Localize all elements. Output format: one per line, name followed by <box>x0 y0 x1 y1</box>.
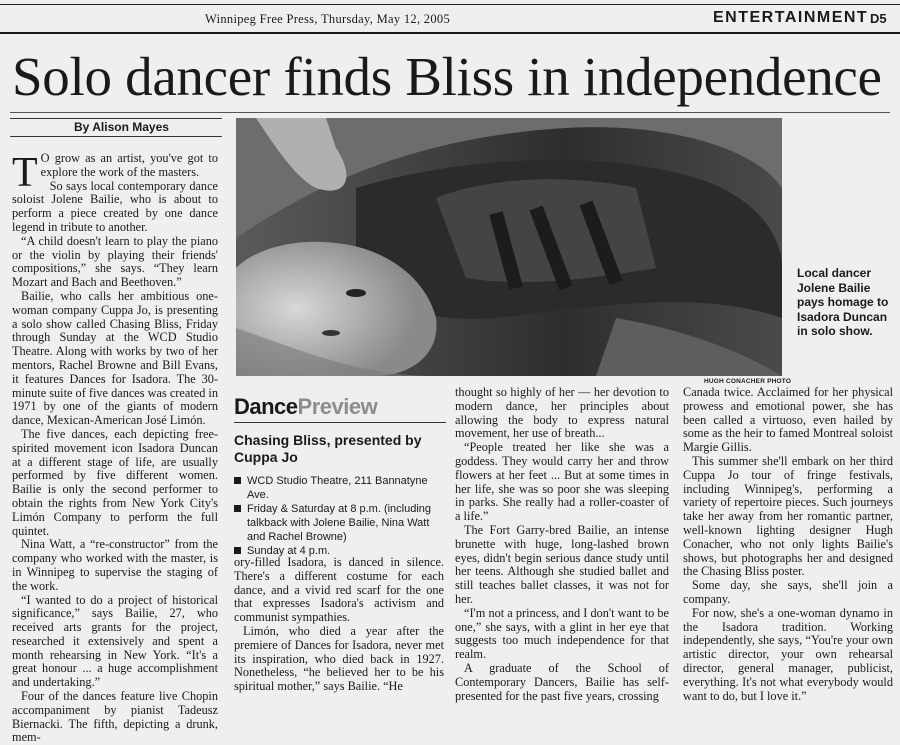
byline-rule-bottom <box>10 136 222 137</box>
paragraph: Bailie, who calls her ambitious one-woman company Cuppa Jo, is presenting a solo show called Chasing Bliss, Friday through Sunday at the WCD Studio Theatre. Along with works by two of her mentors, Rachel Browne and Bill Evans, it features Dances for Isadora. The 30-minute suite of five dances was created in 1971 by one of the giants of modern dance, Mexican-American José Limón. <box>12 288 218 428</box>
paragraph: The five dances, each depicting free-spirited movement icon Isadora Duncan at a different stage of life, are usually performed by five different women. Bailie is only the second performer to obtain the rights from New York City's Limón Company to perform the full quintet. <box>12 426 218 538</box>
paragraph: “I'm not a princess, and I don't want to be one,” she says, with a glint in her eye that suggests too much independence for that realm. <box>455 605 669 662</box>
paragraph: The Fort Garry-bred Bailie, an intense brunette with huge, long-lashed brown eyes, didn't begin serious dance study until her teens. Although she studied ballet and still teaches ballet classes, it was not for her. <box>455 522 669 606</box>
article-column-3 <box>455 386 669 703</box>
header-rule <box>0 32 900 34</box>
preview-detail-venue: WCD Studio Theatre, 211 Bannatyne Ave. <box>234 474 446 502</box>
preview-title <box>234 394 377 420</box>
paragraph: A graduate of the School of Contemporary Dancers, Bailie has self-presented for the past five years, crossing <box>455 660 669 703</box>
paragraph: This summer she'll embark on her third Cuppa Jo tour of fringe festivals, including Winnipeg's, performing a variety of repertoire pieces. Such journeys take her away from her romantic partner, well-known lighting designer Hugh Conacher, who not only lights Bailie's shows, but photographs her and designed the Chasing Bliss poster. <box>683 453 893 579</box>
bullet-square-icon <box>234 505 241 512</box>
paragraph: For now, she's a one-woman dynamo in the Isadora tradition. Working independently, she says, “You're your own artistic director, your own rehearsal director, general manager, publicist, everything. It's not what everybody would want to do, but I love it.” <box>683 605 893 703</box>
lead-text: O grow as an artist, you've got to explore the work of the masters. <box>40 151 218 179</box>
bullet-square-icon <box>234 477 241 484</box>
photo-credit: HUGH CONACHER PHOTO <box>704 378 792 385</box>
article-column-2 <box>234 556 444 694</box>
byline-rule-top <box>10 118 222 119</box>
lead-paragraph <box>12 150 218 196</box>
preview-detail-sunday: Sunday at 4 p.m. <box>234 544 446 558</box>
headline: Solo dancer finds Bliss in independence <box>12 46 882 107</box>
paragraph: So says local contemporary dance soloist Jolene Bailie, who is about to perform a piece created by one dance legend in tribute to another. <box>12 178 218 234</box>
bullet-square-icon <box>234 547 241 554</box>
paragraph: Four of the dances feature live Chopin accompaniment by pianist Tadeusz Biernacki. The fifth, depicting a drunk, mem- <box>12 689 218 745</box>
preview-detail-weekend: Friday & Saturday at 8 p.m. (including talkback with Jolene Bailie, Nina Watt and Rachel Browne) <box>234 502 446 544</box>
paragraph: “A child doesn't learn to play the piano or the violin by playing their friends' compositions,” she says. “They learn Mozart and Bach and Beethoven.” <box>12 233 218 290</box>
section-label: ENTERTAINMENT <box>713 9 869 26</box>
paragraph: Nina Watt, a “re-constructor” from the company who worked with the master, is in Winnipeg to supervise the staging of the work. <box>12 537 218 593</box>
preview-show-title: Chasing Bliss, presented by Cuppa Jo <box>234 432 422 465</box>
dance-preview-box <box>234 394 446 557</box>
preview-title-light: Preview <box>297 394 378 419</box>
dancer-photo-image <box>236 118 782 376</box>
page-number: D5 <box>870 11 887 26</box>
paragraph: Some day, she says, she'll join a company. <box>683 578 893 606</box>
paragraph: Canada twice. Acclaimed for her physical prowess and emotional power, she has been called a virtuoso, even hailed by some as the heir to famed Montreal soloist Margie Gillis. <box>683 385 893 455</box>
publication-line: Winnipeg Free Press, Thursday, May 12, 2005 <box>205 12 451 26</box>
paragraph: Limón, who died a year after the premiere of Dances for Isadora, never met its inspiration, who died back in 1927. Nonetheless, “he believed her to be his spiritual mother,” says Bailie. “He <box>234 623 444 694</box>
headline-rule <box>10 112 890 113</box>
byline: By Alison Mayes <box>74 120 169 134</box>
top-rule <box>0 4 900 5</box>
paragraph: ory-filled Isadora, is danced in silence. There's a different costume for each dance, and a vivid red scarf for the one that expresses Isadora's activism and communist sympathies. <box>234 555 444 625</box>
article-column-4 <box>683 386 893 703</box>
paragraph: “I wanted to do a project of historical significance,” says Bailie, 27, who received arts grants for the project, researched it extensively and spent a month rehearsing in New York. “It's a great honour ... a huge accomplishment and undertaking.” <box>12 592 218 690</box>
preview-title-dark: Dance <box>234 394 298 419</box>
drop-cap: T <box>12 150 38 196</box>
article-column-1 <box>12 152 218 745</box>
paragraph: “People treated her like she was a goddess. They would carry her and throw flowers at her feet ... But at some times in her life, she was so poor she was sleeping in parks. She really had a roller-coaster of a life.” <box>455 440 669 524</box>
preview-details <box>234 474 446 558</box>
photo-caption: Local dancer Jolene Bailie pays homage to Isadora Duncan in solo show. <box>797 266 889 339</box>
preview-rule <box>234 422 446 423</box>
paragraph: thought so highly of her — her devotion to modern dance, her principles about allowing the body to express natural movement, her use of breath... <box>455 385 669 441</box>
dancer-photo <box>236 118 782 376</box>
